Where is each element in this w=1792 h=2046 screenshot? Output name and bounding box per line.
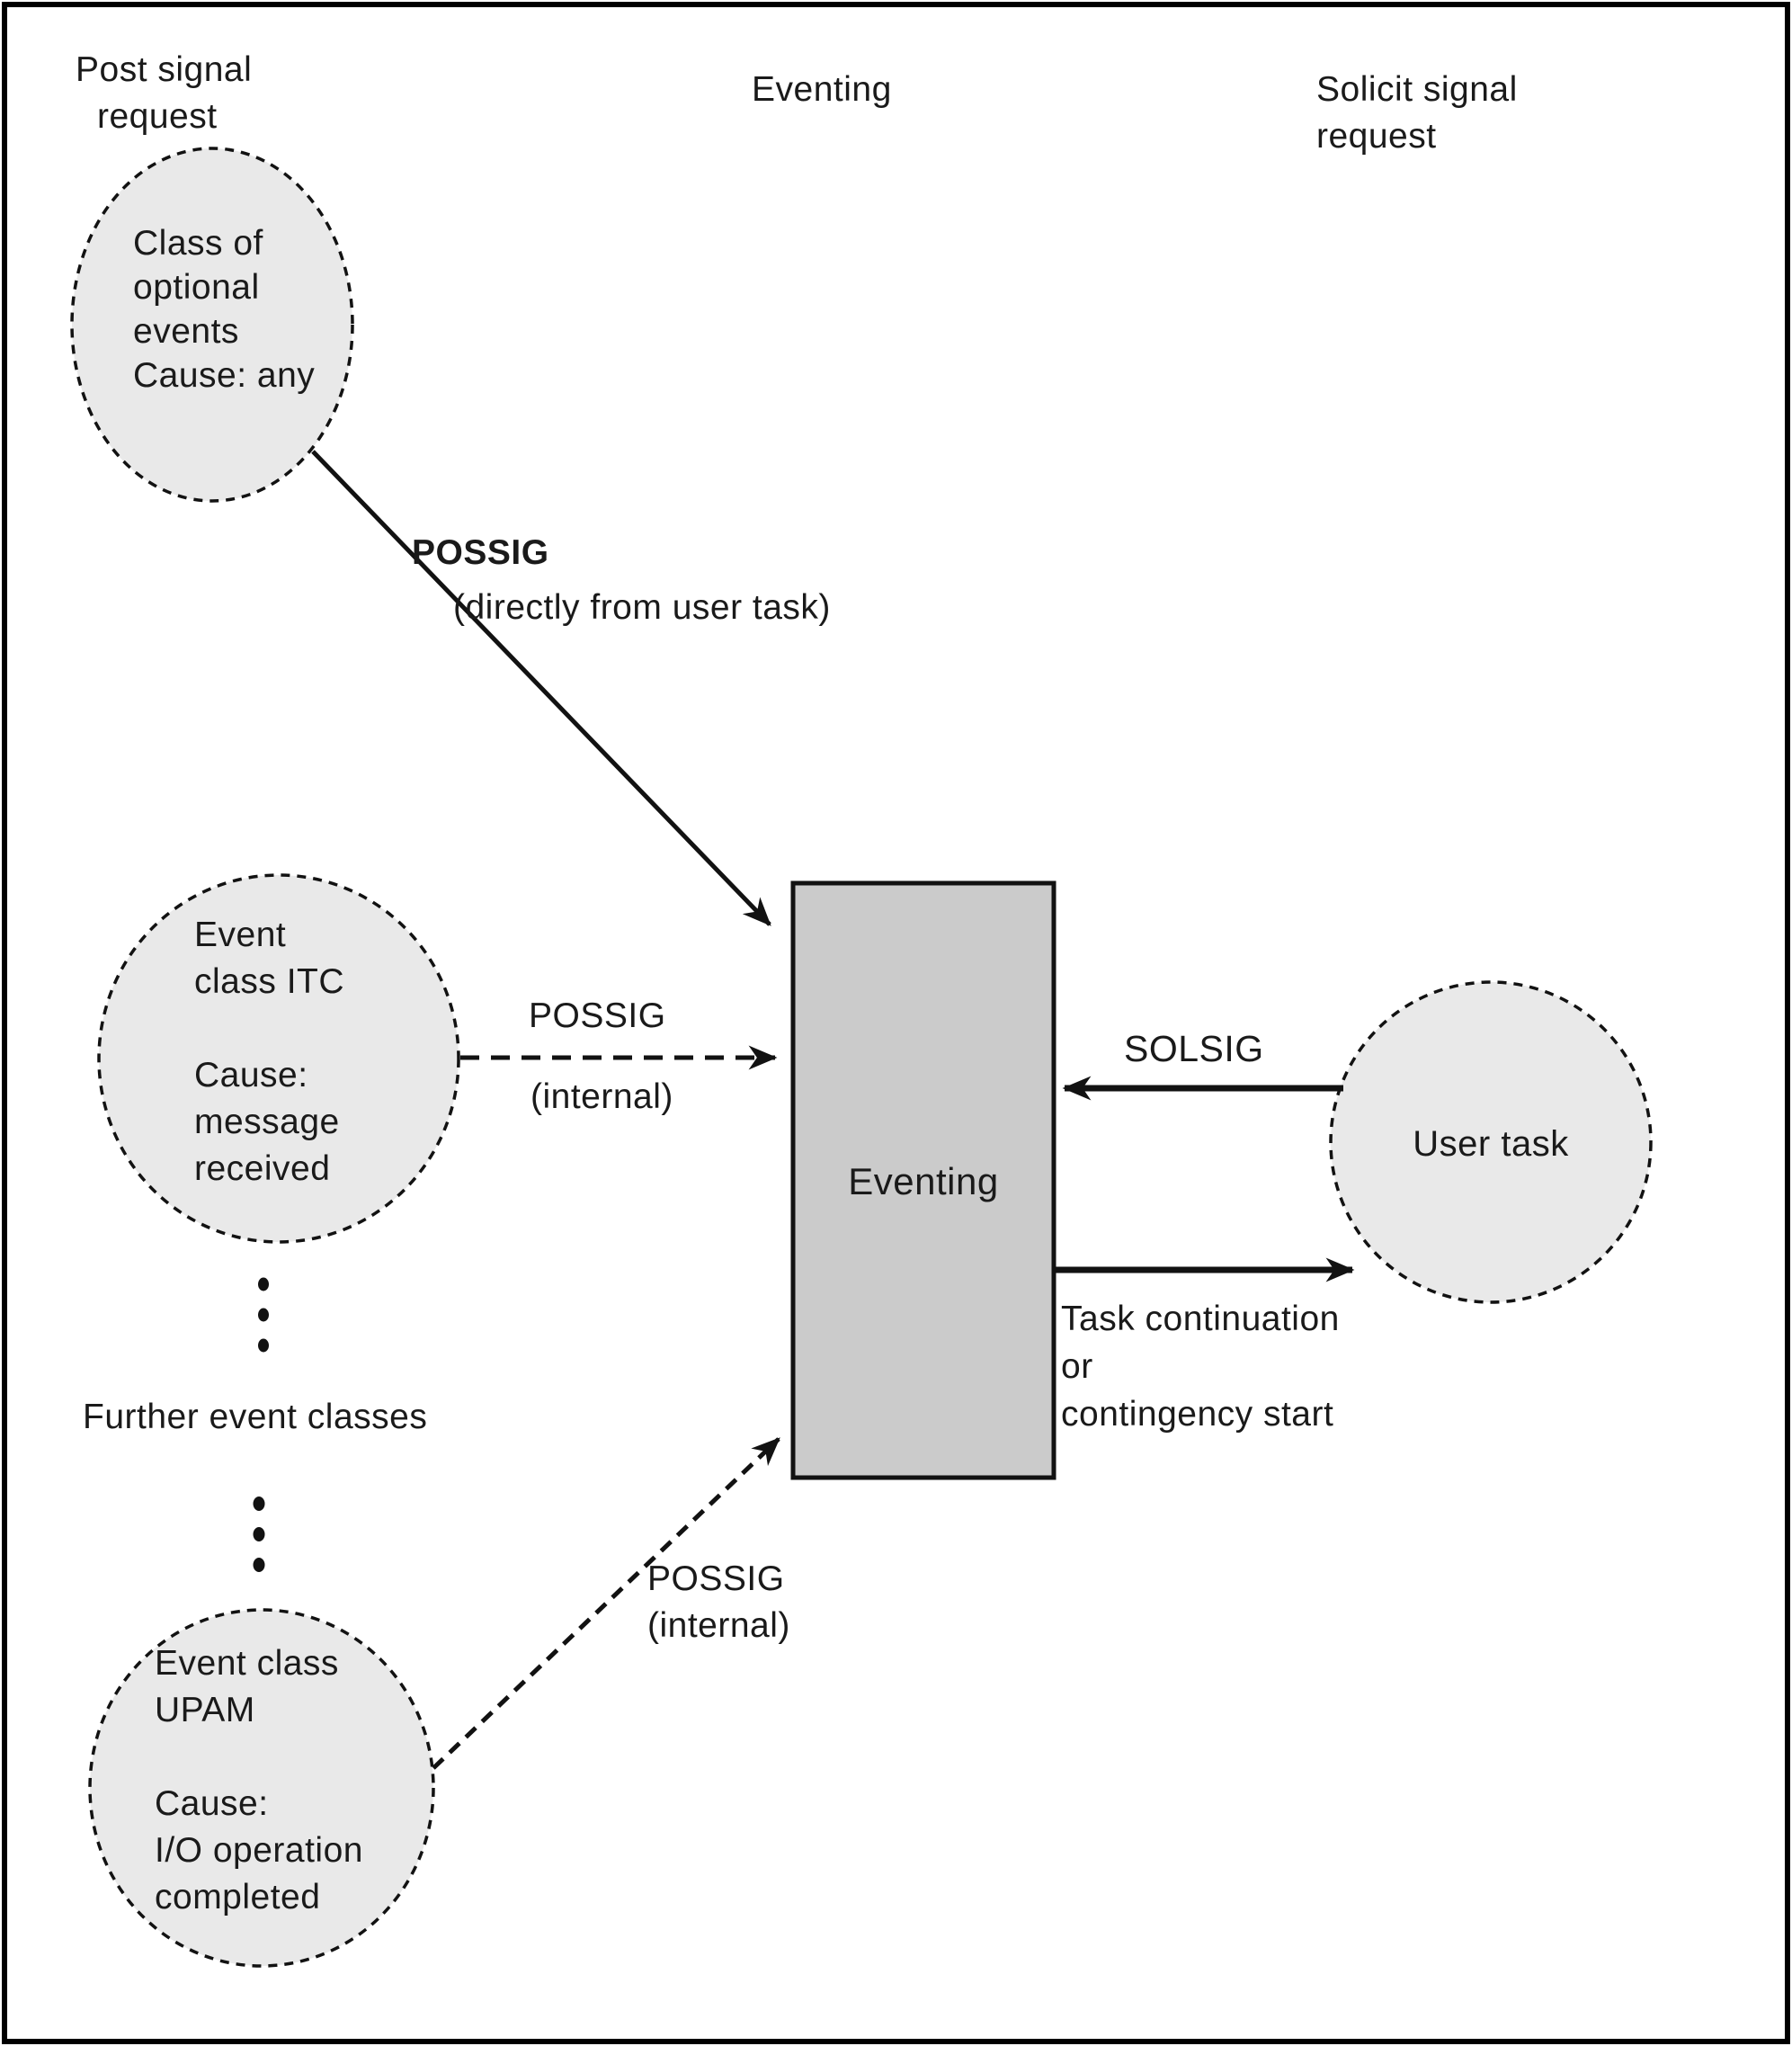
- possig-itc-note: (internal): [530, 1077, 673, 1116]
- possig-upam-label: POSSIG: [647, 1559, 785, 1598]
- upam-circle-text: Event class UPAM Cause: I/O operation completed: [155, 1644, 363, 1916]
- eventing-box-label: Eventing: [848, 1160, 999, 1202]
- header-line: Solicit signal: [1316, 70, 1518, 109]
- eventing-header: Eventing: [752, 70, 892, 109]
- task-continuation-label: Task continuation or contingency start: [1061, 1300, 1340, 1434]
- header-line: request: [97, 97, 218, 136]
- ellipsis-dots-bottom: [254, 1497, 265, 1572]
- possig-itc-label: POSSIG: [529, 996, 666, 1035]
- possig-direct-note: (directly from user task): [453, 588, 831, 627]
- solicit-signal-request-header: [1316, 67, 1518, 160]
- optional-events-circle-text: Class of optional events Cause: any: [133, 224, 316, 395]
- user-task-label: User task: [1413, 1124, 1569, 1164]
- possig-direct-arrow: [313, 451, 770, 925]
- possig-upam-note: (internal): [647, 1606, 790, 1645]
- itc-circle-text: Event class ITC Cause: message received: [194, 916, 345, 1188]
- header-line: Post signal: [76, 50, 253, 89]
- solsig-label: SOLSIG: [1124, 1028, 1264, 1069]
- further-event-classes-label: Further event classes: [83, 1398, 428, 1436]
- ellipsis-dots-top: [258, 1278, 269, 1353]
- post-signal-request-header: [76, 47, 252, 140]
- header-line: request: [1316, 117, 1437, 156]
- possig-direct-label: POSSIG: [412, 533, 549, 572]
